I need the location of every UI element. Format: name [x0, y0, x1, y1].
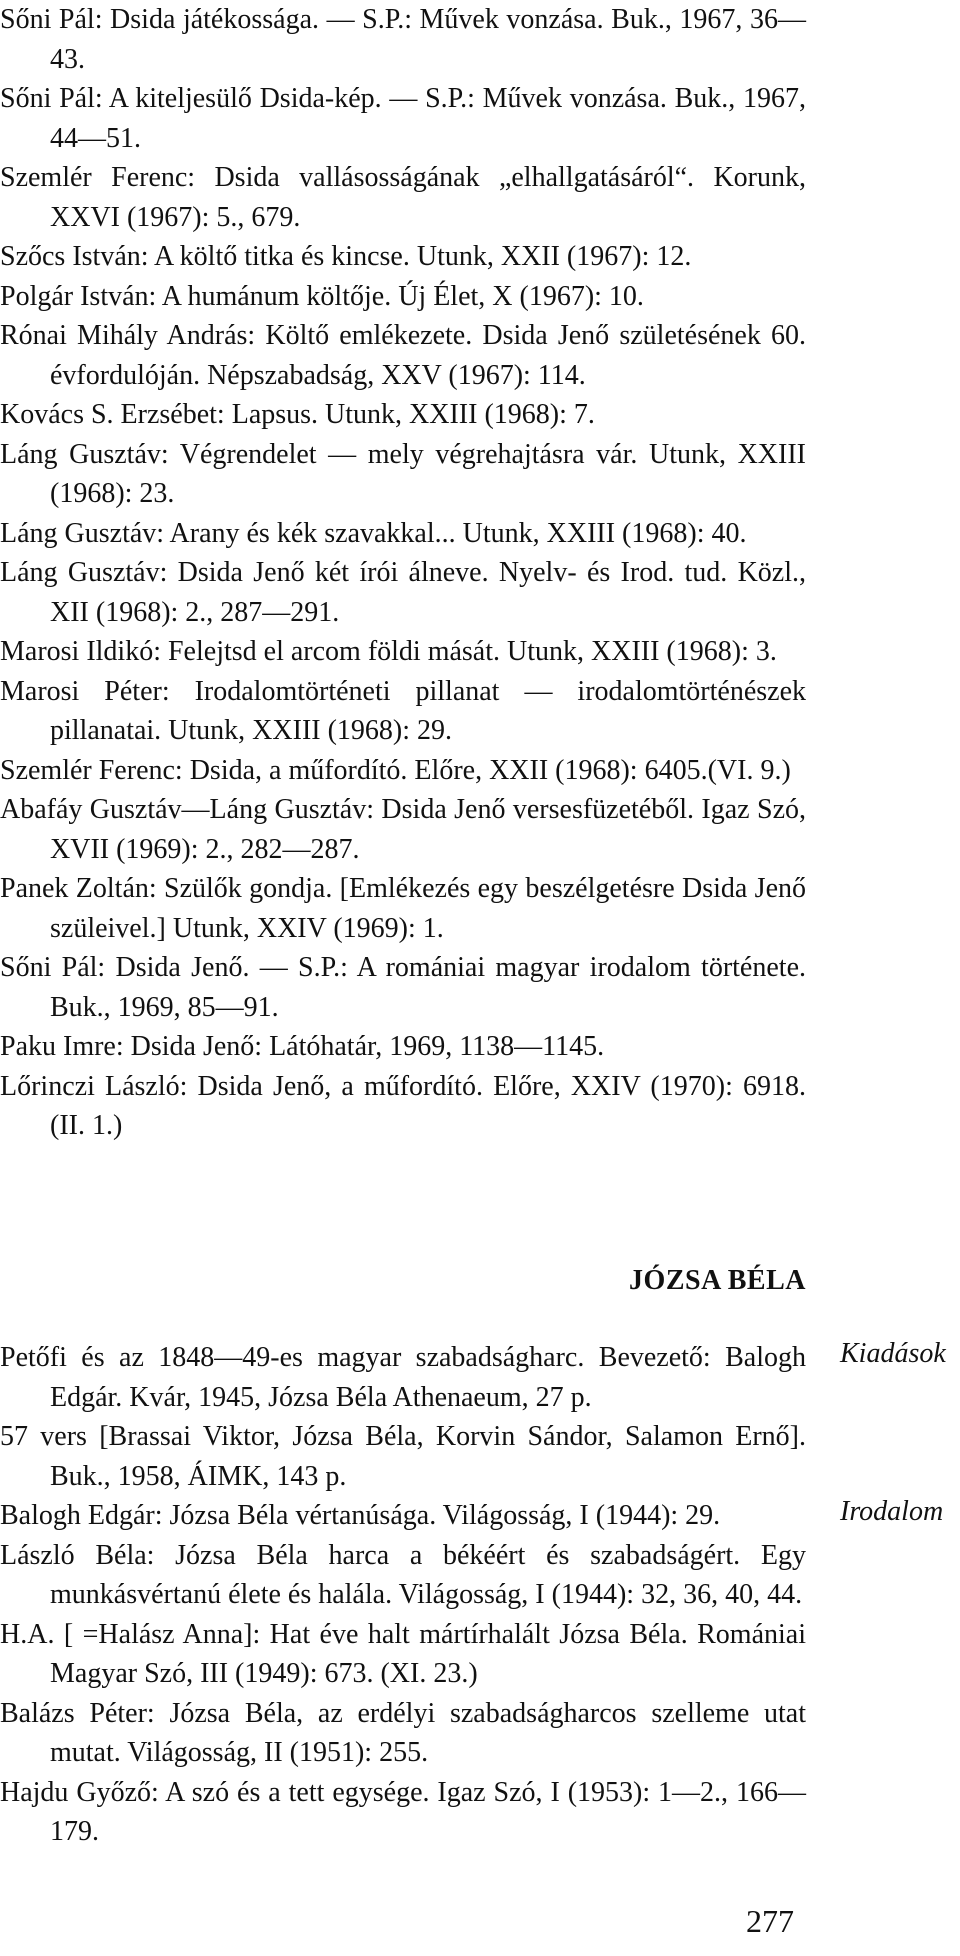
bibliography-entry: Láng Gusztáv: Végrendelet — mely végrehajtásra vár. Utunk, XXIII (1968): 23.	[0, 438, 806, 509]
page-number: 277	[746, 1903, 794, 1939]
bibliography-entry: Szőcs István: A költő titka és kincse. Utunk, XXII (1967): 12.	[0, 241, 692, 272]
bibliography-entry: Sőni Pál: Dsida játékossága. — S.P.: Művek vonzása. Buk., 1967, 36—43.	[0, 4, 806, 75]
bibliography-entry: Abafáy Gusztáv—Láng Gusztáv: Dsida Jenő versesfüzetéből. Igaz Szó, XVII (1969): 2., 282—287.	[0, 794, 806, 865]
bibliography-entry: Petőfi és az 1848—49-es magyar szabadságharc. Bevezető: Balogh Edgár. Kvár, 1945, Józsa Béla Athenaeum, 27 p.	[0, 1342, 806, 1413]
bibliography-entry: Sőni Pál: Dsida Jenő. — S.P.: A romániai magyar irodalom története. Buk., 1969, 85—91.	[0, 952, 806, 1023]
bibliography-entry: Marosi Péter: Irodalomtörténeti pillanat — irodalomtörténészek pillanatai. Utunk, XXIII (1968): 29.	[0, 675, 806, 746]
bibliography-entry: Lőrinczi László: Dsida Jenő, a műfordító. Előre, XXIV (1970): 6918. (II. 1.)	[0, 1070, 806, 1141]
bibliography-entry: Polgár István: A humánum költője. Új Élet, X (1967): 10.	[0, 280, 644, 312]
bibliography-entry: Sőni Pál: A kiteljesülő Dsida-kép. — S.P.: Művek vonzása. Buk., 1967, 44—51.	[0, 83, 806, 154]
bibliography-entry: Balogh Edgár: Józsa Béla vértanúsága. Világosság, I (1944): 29.	[0, 1500, 721, 1531]
bibliography-entry: H.A. [ =Halász Anna]: Hat éve halt mártírhalált Józsa Béla. Romániai Magyar Szó, III (1949): 673. (XI. 23.)	[0, 1618, 806, 1689]
bibliography-list-jozsa	[0, 1338, 806, 1852]
bibliography-entry: Szemlér Ferenc: Dsida vallásosságának „elhallgatásáról“. Korunk, XXVI (1967): 5., 679.	[0, 162, 806, 233]
bibliography-entry: Kovács S. Erzsébet: Lapsus. Utunk, XXIII (1968): 7.	[0, 399, 595, 430]
bibliography-entry: Panek Zoltán: Szülők gondja. [Emlékezés egy beszélgetésre Dsida Jenő szüleivel.] Utunk, XXIV (1969): 1.	[0, 873, 806, 944]
bibliography-entry: Paku Imre: Dsida Jenő: Látóhatár, 1969, 1138—1145.	[0, 1031, 605, 1062]
bibliography-entry: 57 vers [Brassai Viktor, Józsa Béla, Korvin Sándor, Salamon Ernő]. Buk., 1958, ÁIMK, 143 p.	[0, 1421, 806, 1492]
margin-label-kiadasok: Kiadások	[840, 1338, 946, 1369]
bibliography-entry: Láng Gusztáv: Arany és kék szavakkal... Utunk, XXIII (1968): 40.	[0, 517, 747, 549]
bibliography-entry: Balázs Péter: Józsa Béla, az erdélyi szabadságharcos szelleme utat mutat. Világosság, II (1951): 255.	[0, 1697, 806, 1768]
section-heading: JÓZSA BÉLA	[629, 1265, 806, 1296]
bibliography-entry: Szemlér Ferenc: Dsida, a műfordító. Előre, XXII (1968): 6405.(VI. 9.)	[0, 754, 791, 786]
margin-label-irodalom: Irodalom	[840, 1496, 944, 1527]
bibliography-entry: László Béla: Józsa Béla harca a békéért és szabadságért. Egy munkásvértanú élete és halála. Világosság, I (1944): 32, 36, 40, 44.	[0, 1539, 806, 1610]
bibliography-entry: Láng Gusztáv: Dsida Jenő két írói álneve. Nyelv- és Irod. tud. Közl., XII (1968): 2., 287—291.	[0, 557, 806, 628]
bibliography-entry: Hajdu Győző: A szó és a tett egysége. Igaz Szó, I (1953): 1—2., 166—179.	[0, 1776, 806, 1847]
bibliography-entry: Rónai Mihály András: Költő emlékezete. Dsida Jenő születésének 60. évfordulóján. Népszabadság, XXV (1967): 114.	[0, 320, 806, 391]
bibliography-list-dsida	[0, 0, 806, 1146]
bibliography-entry: Marosi Ildikó: Felejtsd el arcom földi mását. Utunk, XXIII (1968): 3.	[0, 636, 777, 667]
